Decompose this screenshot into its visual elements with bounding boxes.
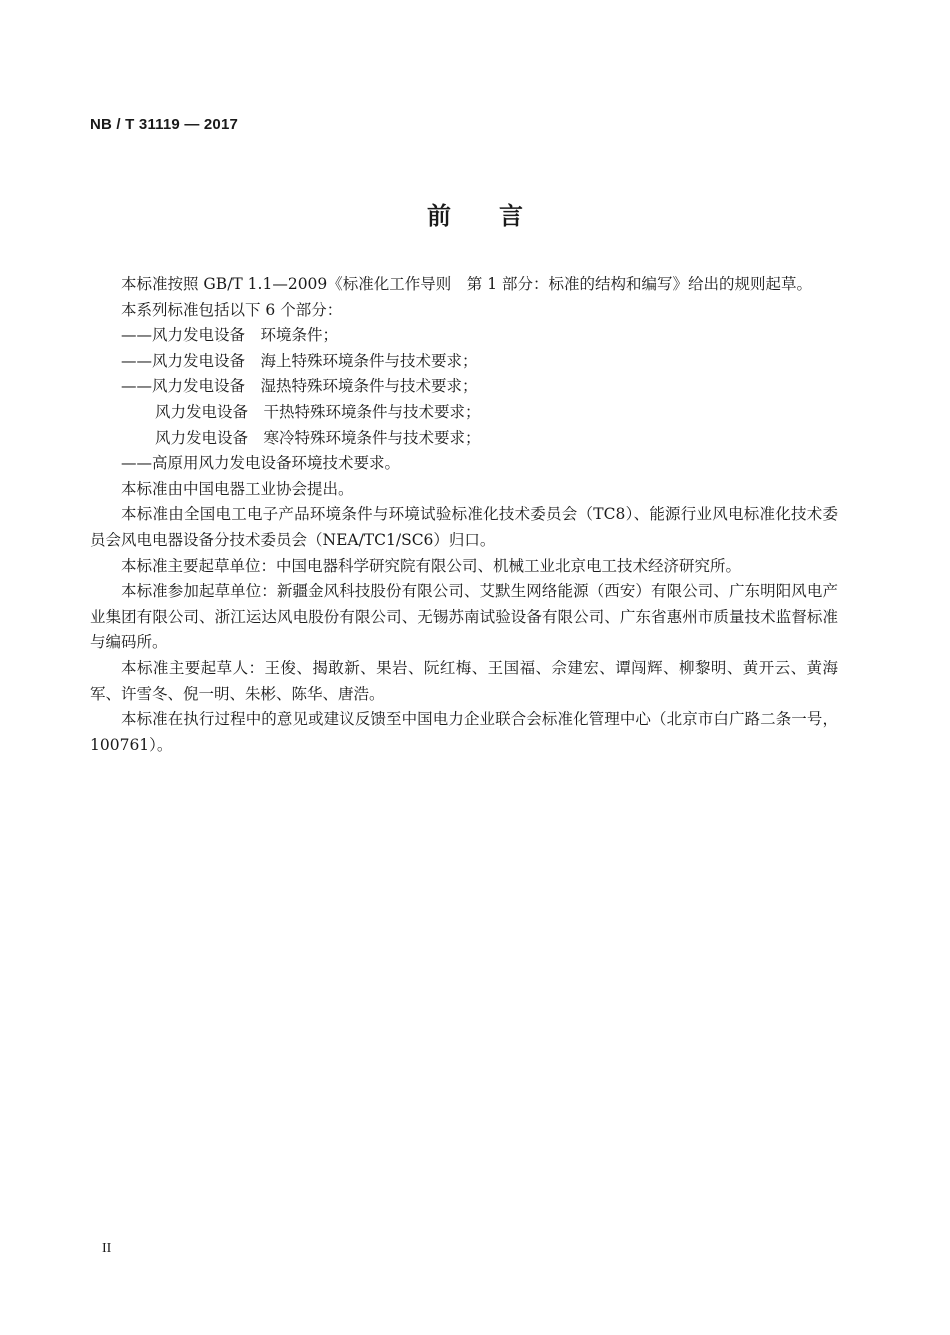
paragraph-proposer: 本标准由中国电器工业协会提出。: [121, 479, 354, 498]
paragraph-drafters: 本标准主要起草人：王俊、揭敢新、果岩、阮红梅、王国福、佘建宏、谭闯辉、柳黎明、黄开云、黄海军、许雪冬、倪一明、朱彬、陈华、唐浩。: [90, 658, 838, 703]
title-char-2: 言: [499, 202, 523, 230]
paragraph-jurisdiction: 本标准由全国电工电子产品环境条件与环境试验标准化技术委员会（TC8）、能源行业风电标准化技术委员会风电电器设备分技术委员会（NEA/TC1/SC6）归口。: [90, 505, 838, 549]
foreword-body: [90, 272, 838, 758]
list-item: ——风力发电设备 环境条件；: [121, 326, 339, 345]
page-number: II: [102, 1241, 112, 1256]
paragraph-series-intro: 本系列标准包括以下 6 个部分：: [121, 300, 343, 319]
standard-number: NB / T 31119 — 2017: [90, 116, 239, 133]
title-char-1: 前: [427, 202, 451, 230]
paragraph-feedback: 本标准在执行过程中的意见或建议反馈至中国电力企业联合会标准化管理中心（北京市白广路二条一号，100761）。: [90, 710, 838, 754]
list-item: ——风力发电设备 海上特殊环境条件与技术要求；: [121, 351, 478, 370]
list-item: 风力发电设备 寒冷特殊环境条件与技术要求；: [155, 428, 481, 447]
list-item: ——高原用风力发电设备环境技术要求。: [121, 454, 401, 473]
paragraph-main-drafters-org: 本标准主要起草单位：中国电器科学研究院有限公司、机械工业北京电工技术经济研究所。: [121, 556, 742, 575]
list-item: 风力发电设备 干热特殊环境条件与技术要求；: [155, 402, 481, 421]
list-item: ——风力发电设备 湿热特殊环境条件与技术要求；: [121, 377, 478, 396]
paragraph-participating-orgs: 本标准参加起草单位：新疆金风科技股份有限公司、艾默生网络能源（西安）有限公司、广东明阳风电产业集团有限公司、浙江运达风电股份有限公司、无锡苏南试验设备有限公司、广东省惠州市质量技术监督标准与编码所。: [90, 582, 838, 652]
paragraph-drafting-rules: 本标准按照 GB/T 1.1—2009《标准化工作导则 第 1 部分：标准的结构和编写》给出的规则起草。: [121, 275, 813, 293]
page-title: [0, 196, 950, 231]
